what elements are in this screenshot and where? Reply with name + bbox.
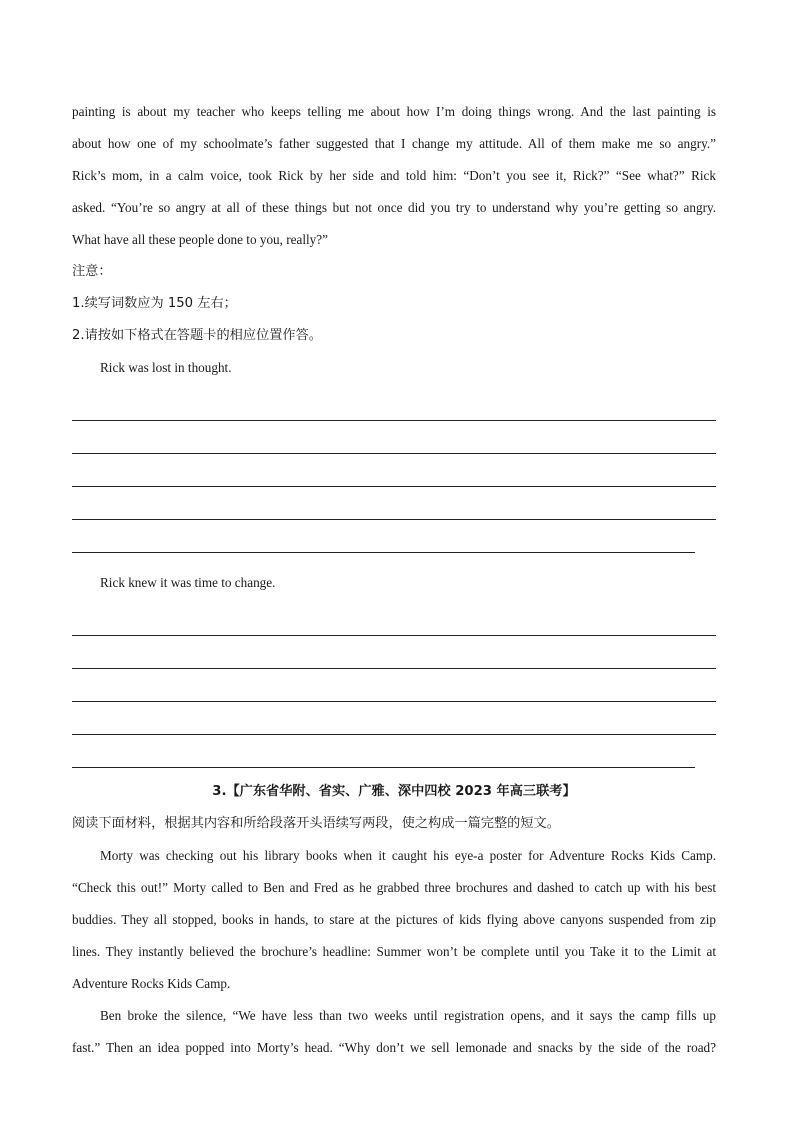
passage-line: Rick’s mom, in a calm voice, took Rick by her side and told him: “Don’t you see it, Rick?” “See what?” Rick	[72, 168, 716, 183]
passage-line: Adventure Rocks Kids Camp.	[72, 976, 231, 991]
section-3-paragraph-1	[72, 840, 716, 1000]
passage-line: “Check this out!” Morty called to Ben and Fred as he grabbed three brochures and dashed to catch up with his best	[72, 880, 716, 895]
section-3-paragraph-2	[72, 1000, 716, 1064]
section-3-instruction: 阅读下面材料，根据其内容和所给段落开头语续写两段，使之构成一篇完整的短文。	[72, 816, 560, 831]
section-3-heading: 3.【广东省华附、省实、广雅、深中四校 2023 年高三联考】	[212, 784, 576, 799]
writing-line[interactable]	[72, 520, 695, 553]
passage-line: asked. “You’re so angry at all of these things but not once did you try to understand why you’re getting so angry.	[72, 200, 716, 215]
passage-line: buddies. They all stopped, books in hands, to stare at the pictures of kids flying above canyons suspended from zip	[72, 912, 716, 927]
writing-line[interactable]	[72, 388, 716, 421]
paragraph-opener-2: Rick knew it was time to change.	[100, 575, 276, 590]
passage-line: painting is about my teacher who keeps telling me about how I’m doing things wrong. And the last painting is	[72, 104, 716, 119]
document-page	[72, 96, 716, 1064]
notes-title: 注意：	[72, 264, 112, 279]
writing-line[interactable]	[72, 669, 716, 702]
writing-line[interactable]	[72, 702, 716, 735]
writing-line[interactable]	[72, 454, 716, 487]
passage-line: Morty was checking out his library books when it caught his eye-a poster for Adventure Rocks Kids Camp.	[100, 848, 716, 863]
writing-line[interactable]	[72, 487, 716, 520]
writing-line[interactable]	[72, 421, 716, 454]
writing-lines-1	[72, 388, 716, 553]
passage-line: fast.” Then an idea popped into Morty’s head. “Why don’t we sell lemonade and snacks by the side of the road?	[72, 1040, 716, 1055]
writing-line[interactable]	[72, 735, 695, 768]
passage-line: What have all these people done to you, really?”	[72, 232, 328, 247]
passage-line: about how one of my schoolmate’s father suggested that I change my attitude. All of them make me so angry.”	[72, 136, 716, 151]
paragraph-opener-1: Rick was lost in thought.	[100, 360, 232, 375]
passage-line: lines. They instantly believed the brochure’s headline: Summer won’t be complete until you Take it to the Limit at	[72, 944, 716, 959]
note-item-format: 2.请按如下格式在答题卡的相应位置作答。	[72, 328, 322, 343]
passage-continuation	[72, 96, 716, 256]
note-item-word-count: 1.续写词数应为 150 左右；	[72, 296, 237, 311]
passage-line: Ben broke the silence, “We have less than two weeks until registration opens, and it says the camp fills up	[100, 1008, 716, 1023]
writing-lines-2	[72, 603, 716, 768]
writing-line[interactable]	[72, 636, 716, 669]
writing-line[interactable]	[72, 603, 716, 636]
